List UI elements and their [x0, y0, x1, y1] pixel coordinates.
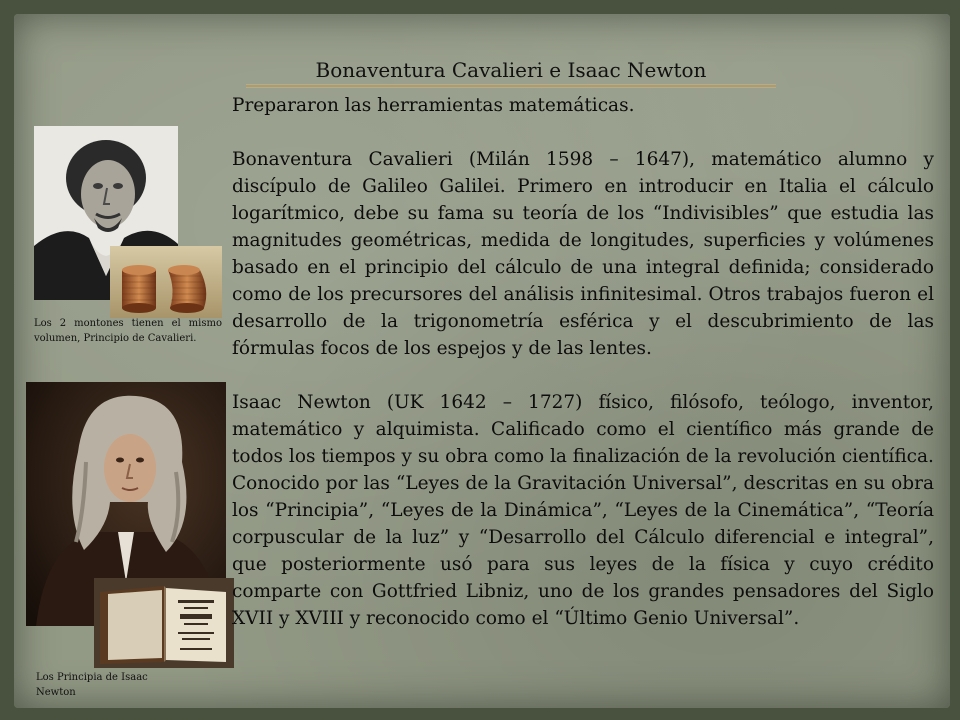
intro-line: Prepararon las herramientas matemáticas.	[232, 95, 635, 116]
principia-book-image	[94, 578, 234, 668]
principia-caption: Los Principia de Isaac Newton	[36, 672, 148, 698]
page-title: Bonaventura Cavalieri e Isaac Newton	[315, 58, 707, 82]
coins-caption: Los 2 montones tienen el mismo volumen, Principio de Cavalieri.	[34, 318, 222, 344]
title-underline	[246, 84, 776, 88]
spacer	[232, 362, 934, 389]
cavalieri-paragraph: Bonaventura Cavalieri (Milán 1598 – 1647), matemático alumno y discípulo de Galileo Galilei. Primero en introducir en Italia el cálculo logarítmico, debe su fama su teoría de los “Indivisibles” que estudia las magnitudes geométricas, medida de longitudes, superficies y volúmenes basado en el principio del cálculo de una integral definida; considerado como de los precursores del análisis infinitesimal. Otros trabajos fueron el desarrollo de la trigonometría esférica y el descubrimiento de las fórmulas focos de los espejos y de las lentes.	[232, 149, 934, 359]
newton-paragraph-2: Conocido por las “Leyes de la Gravitación Universal”, descritas en su obra los “Principia”, “Leyes de la Dinámica”, “Leyes de la Cinemática”, “Teoría corpuscular de la luz” y “Desarrollo del Cálculo diferencial e integral”, que posteriormente usó para sus leyes de la física y cuyo crédito comparte con Gottfried Libniz, uno de los grandes pensadores del Siglo XVII y XVIII y reconocido como el “Último Genio Universal”.	[232, 473, 934, 629]
spacer	[232, 119, 934, 146]
coins-stacks-image	[110, 246, 222, 318]
main-text-block	[232, 92, 934, 632]
newton-paragraph-1: Isaac Newton (UK 1642 – 1727) físico, filósofo, teólogo, inventor, matemático y alquimista. Calificado como el científico más grande de todos los tiempos y su obra como la finalización de la revolución científica.	[232, 392, 934, 467]
